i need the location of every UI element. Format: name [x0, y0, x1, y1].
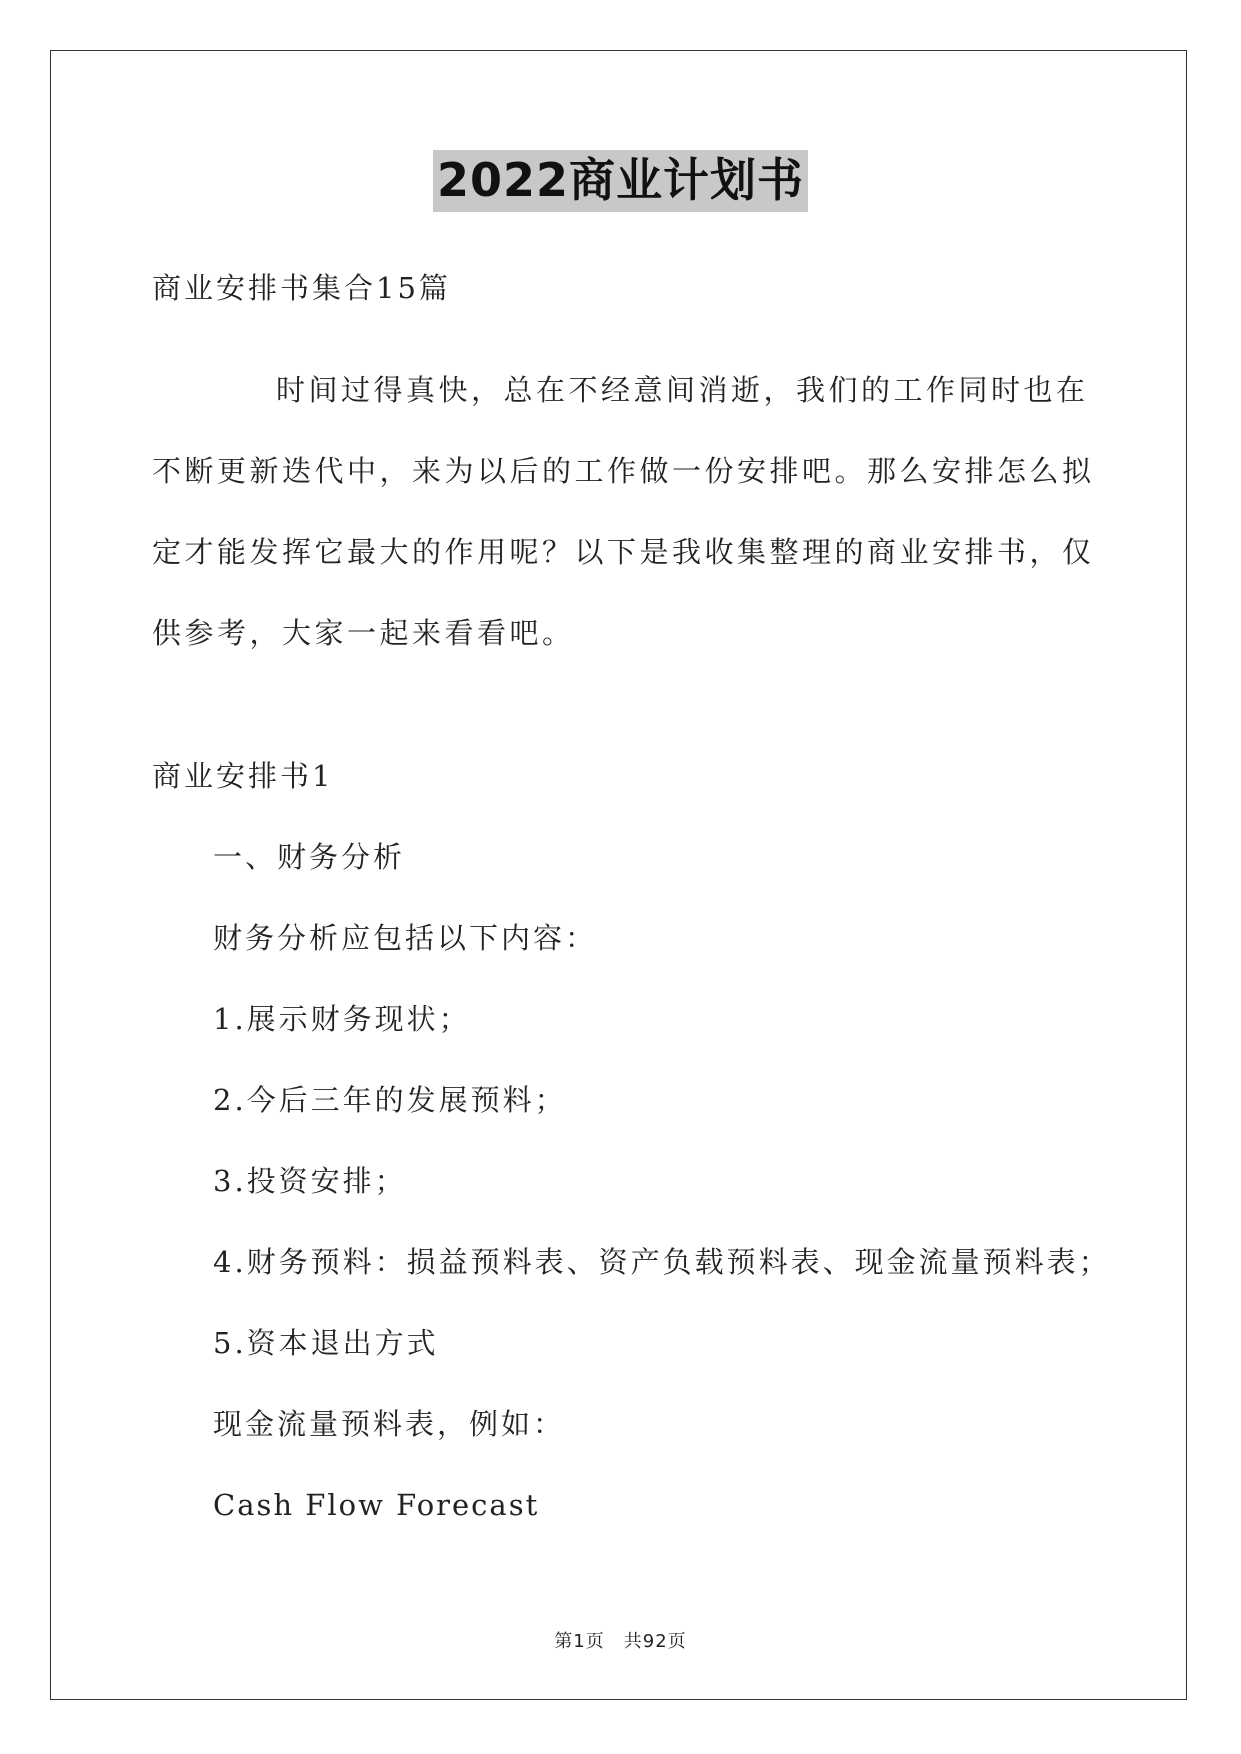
- text-line: 2.今后三年的发展预料；: [213, 1083, 567, 1117]
- text-line: Cash Flow Forecast: [213, 1488, 540, 1522]
- text-line: 3.投资安排；: [213, 1164, 407, 1198]
- document-title: 2022商业计划书: [433, 150, 808, 212]
- text-line: 现金流量预料表，例如：: [213, 1407, 566, 1441]
- text-line: 4.财务预料：损益预料表、资产负载预料表、现金流量预料表；: [213, 1245, 1111, 1279]
- subtitle: 商业安排书集合15篇: [152, 271, 451, 305]
- text-line: 一、财务分析: [213, 840, 406, 874]
- section-heading: 商业安排书1: [152, 759, 334, 793]
- page-footer: 第1页 共92页: [554, 1631, 687, 1652]
- text-line: 1.展示财务现状；: [213, 1002, 471, 1036]
- intro-paragraph: 时间过得真快，总在不经意间消逝，我们的工作同时也在不断更新迭代中，来为以后的工作做一份安排吧。那么安排怎么拟定才能发挥它最大的作用呢？以下是我收集整理的商业安排书，仅供参考，大家一起来看看吧。: [152, 373, 1095, 650]
- text-line: 财务分析应包括以下内容：: [213, 921, 598, 955]
- title-wrap: [0, 150, 1241, 212]
- text-line: 5.资本退出方式: [213, 1326, 439, 1360]
